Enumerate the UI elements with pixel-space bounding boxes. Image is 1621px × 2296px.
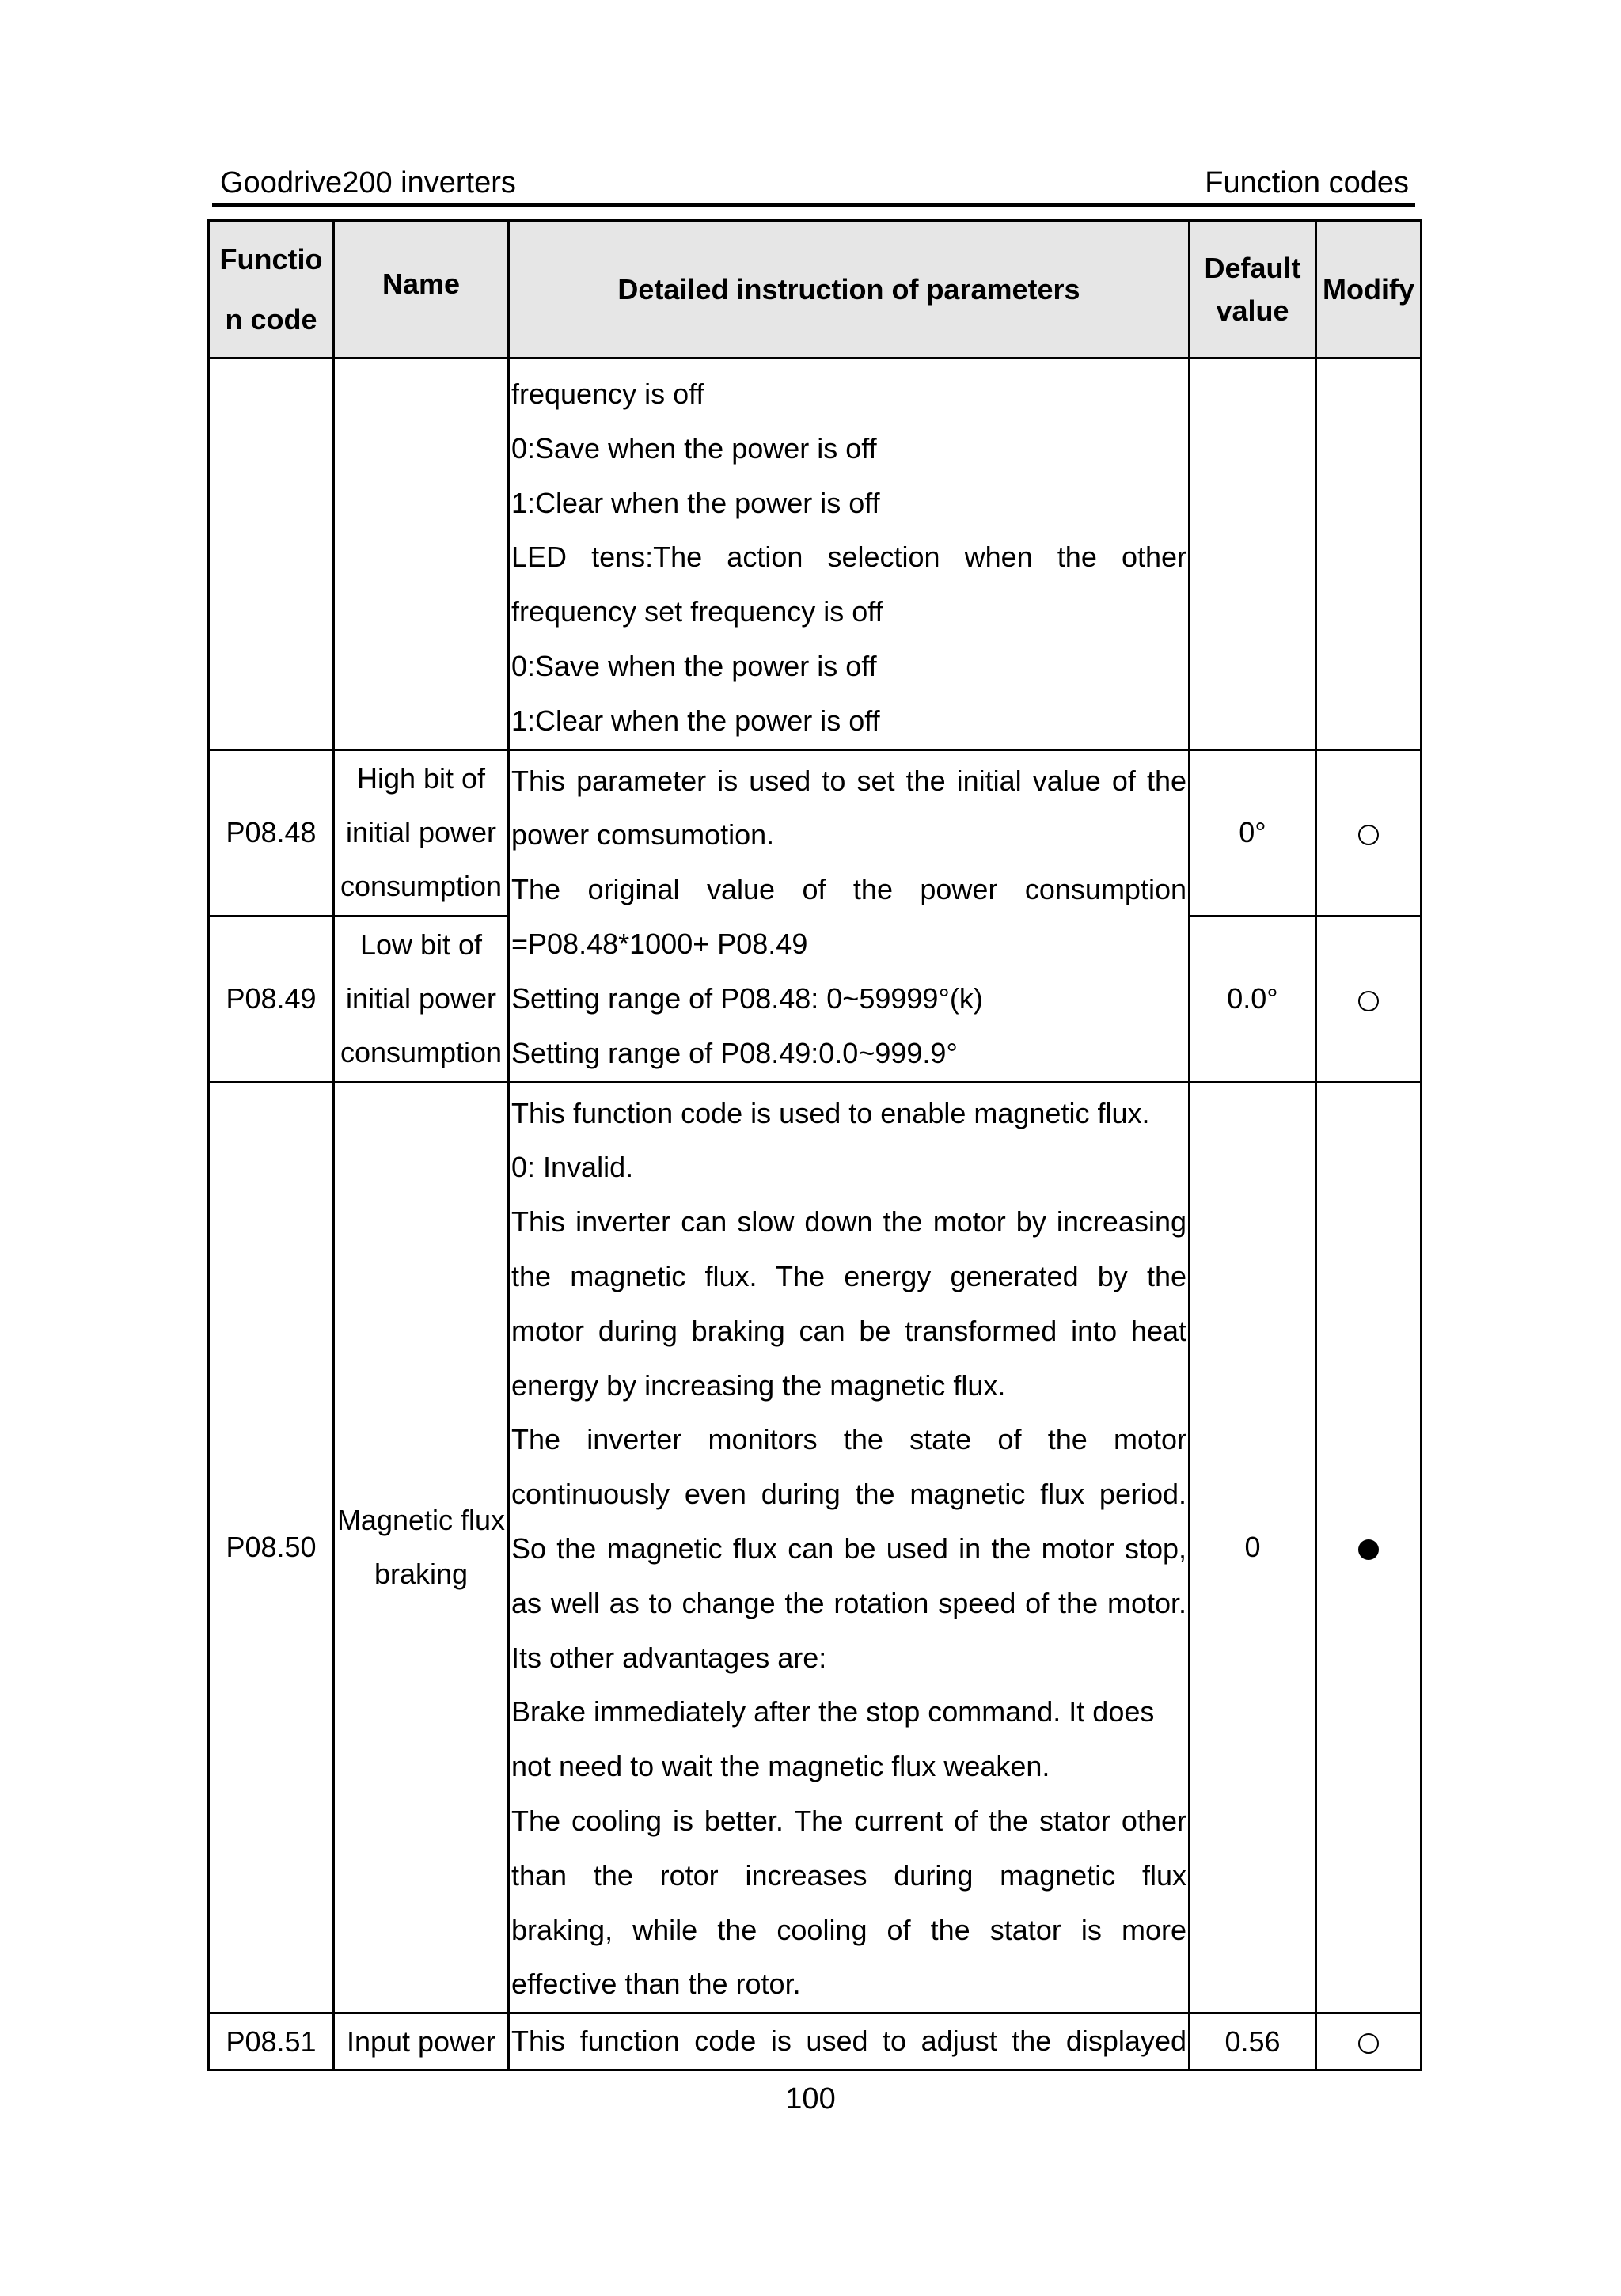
desc-p0850 <box>509 1082 1190 2013</box>
desc-line: as well as to change the rotation speed of the motor. <box>511 1586 1186 1619</box>
desc-p0851 <box>509 2013 1190 2070</box>
desc-line: than the rotor increases during magnetic flux <box>511 1858 1186 1892</box>
desc-line: motor during braking can be transformed into heat <box>511 1314 1186 1347</box>
modify-cell-p0850 <box>1316 1082 1422 2013</box>
name-line: braking <box>374 1558 469 1591</box>
desc-line: the magnetic flux. The energy generated by the <box>511 1259 1186 1292</box>
desc-line: frequency is off <box>511 378 704 410</box>
table-row-continuation <box>209 359 1422 750</box>
desc-line: So the magnetic flux can be used in the motor stop, <box>511 1531 1186 1565</box>
table-header-row <box>209 221 1422 359</box>
name-line: High bit of <box>356 762 486 795</box>
open-circle-icon <box>1358 825 1379 845</box>
desc-line: Setting range of P08.49:0.0~999.9° <box>511 1036 958 1069</box>
function-code-table <box>207 219 1422 2071</box>
param-name-p0851: Input power <box>334 2013 509 2070</box>
function-code-p0849: P08.49 <box>209 916 334 1082</box>
col-header-modify: Modify <box>1316 221 1422 359</box>
desc-line: LED tens:The action selection when the other <box>511 541 1186 574</box>
param-name-p0848 <box>334 750 509 916</box>
table-row-p0851 <box>209 2013 1422 2070</box>
desc-line: Setting range of P08.48: 0~59999°(k) <box>511 981 983 1015</box>
col-header-function-code <box>209 221 334 359</box>
default-value-p0850: 0 <box>1190 1082 1316 2013</box>
modify-cell-p0848 <box>1316 750 1422 916</box>
function-code-p0850: P08.50 <box>209 1082 334 2013</box>
name-line: consumption <box>340 1036 503 1069</box>
desc-line: The original value of the power consumption <box>511 873 1186 906</box>
col-header-default-line2: value <box>1216 294 1289 327</box>
desc-line: The cooling is better. The current of the stator other <box>511 1804 1186 1837</box>
name-line: initial power <box>345 816 497 849</box>
desc-line: braking, while the cooling of the stator is more <box>511 1913 1186 1946</box>
desc-line: 0:Save when the power is off <box>511 649 877 682</box>
name-line: Low bit of <box>359 928 483 962</box>
desc-line: =P08.48*1000+ P08.49 <box>511 927 808 960</box>
col-header-default-value <box>1190 221 1316 359</box>
desc-line: This inverter can slow down the motor by increasing <box>511 1205 1186 1239</box>
continuation-code-cell <box>209 359 334 750</box>
desc-line: Brake immediately after the stop command. It does <box>511 1695 1155 1729</box>
desc-line: This function code is used to enable magnetic flux. <box>511 1096 1150 1129</box>
default-value-p0851: 0.56 <box>1190 2013 1316 2070</box>
header-section-title: Function codes <box>1205 166 1409 199</box>
param-name-p0850 <box>334 1082 509 2013</box>
col-header-description: Detailed instruction of parameters <box>509 221 1190 359</box>
desc-line: Its other advantages are: <box>511 1641 827 1674</box>
function-code-p0851: P08.51 <box>209 2013 334 2070</box>
modify-cell-p0849 <box>1316 916 1422 1082</box>
default-value-p0848: 0° <box>1190 750 1316 916</box>
continuation-desc-cell <box>509 359 1190 750</box>
desc-line: energy by increasing the magnetic flux. <box>511 1368 1006 1402</box>
desc-line: continuously even during the magnetic flux period. <box>511 1478 1186 1511</box>
continuation-name-cell <box>334 359 509 750</box>
col-header-name: Name <box>334 221 509 359</box>
shared-desc-p0848-p0849 <box>509 750 1190 1082</box>
desc-line: The inverter monitors the state of the motor <box>511 1423 1186 1456</box>
desc-line: power comsumotion. <box>511 818 775 852</box>
continuation-modify-cell <box>1316 359 1422 750</box>
continuation-default-cell <box>1190 359 1316 750</box>
desc-line: frequency set frequency is off <box>511 595 883 628</box>
open-circle-icon <box>1358 991 1379 1011</box>
open-circle-icon <box>1358 2033 1379 2054</box>
table-row-p0850 <box>209 1082 1422 2013</box>
desc-line: effective than the rotor. <box>511 1968 801 2001</box>
desc-line: 1:Clear when the power is off <box>511 704 880 737</box>
name-line: Magnetic flux <box>336 1504 506 1537</box>
name-line: initial power <box>345 982 497 1015</box>
table-row-p0848 <box>209 750 1422 916</box>
col-header-default-line1: Default <box>1204 251 1301 284</box>
function-code-p0848: P08.48 <box>209 750 334 916</box>
desc-line: This parameter is used to set the initial value of the <box>511 764 1186 797</box>
header-rule <box>212 203 1415 207</box>
desc-line: not need to wait the magnetic flux weaken. <box>511 1750 1050 1783</box>
col-header-code-line2: n code <box>225 302 317 336</box>
default-value-p0849: 0.0° <box>1190 916 1316 1082</box>
desc-line: 1:Clear when the power is off <box>511 486 880 519</box>
page-number: 100 <box>785 2082 836 2116</box>
param-name-p0849 <box>334 916 509 1082</box>
desc-line: 0: Invalid. <box>511 1151 634 1184</box>
modify-cell-p0851 <box>1316 2013 1422 2070</box>
desc-line: This function code is used to adjust the displayed <box>511 2025 1186 2058</box>
col-header-code-line1: Functio <box>219 242 323 275</box>
header-document-title: Goodrive200 inverters <box>220 166 516 199</box>
filled-circle-icon <box>1358 1539 1379 1560</box>
name-line: consumption <box>340 870 503 903</box>
desc-line: 0:Save when the power is off <box>511 431 877 465</box>
